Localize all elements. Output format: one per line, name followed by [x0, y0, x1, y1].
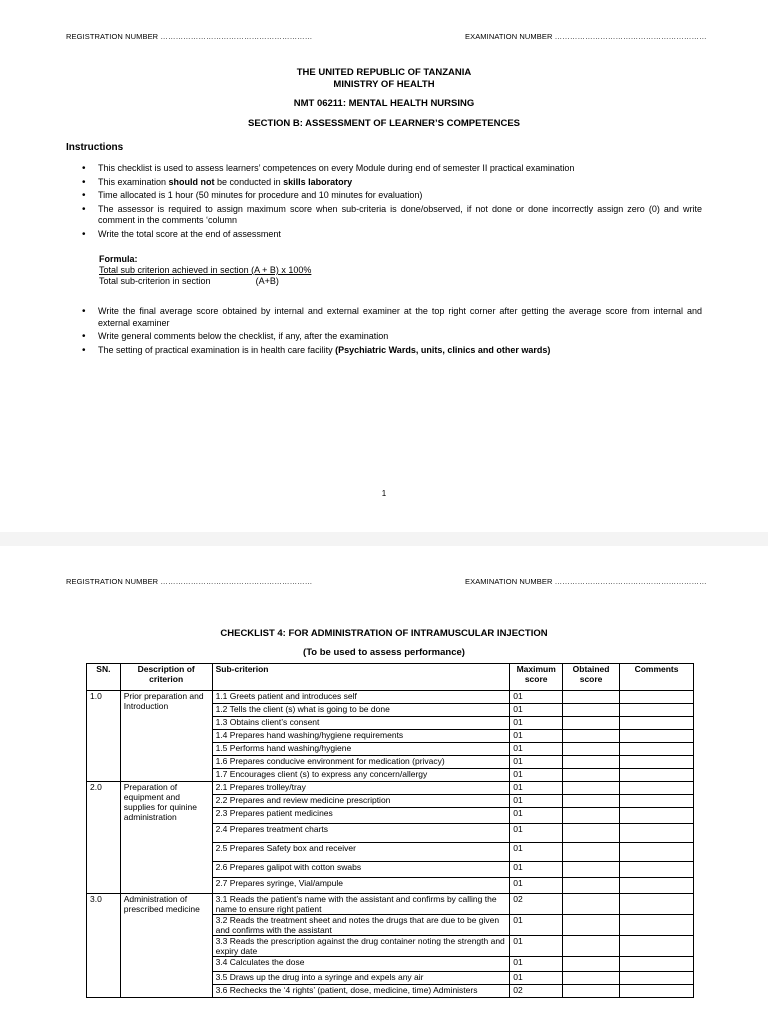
comments-cell[interactable]	[620, 957, 694, 972]
instruction-text: This examination	[98, 176, 169, 187]
checklist-title: CHECKLIST 4: FOR ADMINISTRATION OF INTRAMUSCULAR INJECTION	[220, 628, 548, 639]
instruction-text: Time allocated is 1 hour (50 minutes for procedure and 10 minutes for evaluation)	[98, 190, 423, 200]
section-number: 3.0	[87, 894, 121, 998]
obtained-score-cell[interactable]	[563, 743, 620, 756]
sub-criterion: 3.5 Draws up the drug into a syringe and expels any air	[212, 972, 510, 985]
instruction-item	[82, 345, 702, 357]
section-description: Prior preparation and Introduction	[120, 691, 212, 782]
sub-criterion: 1.1 Greets patient and introduces self	[212, 691, 510, 704]
checklist-table	[86, 663, 694, 998]
sub-criterion: 1.6 Prepares conducive environment for medication (privacy)	[212, 756, 510, 769]
sub-criterion: 3.1 Reads the patient’s name with the assistant and confirms by calling the name to ensure right patient	[212, 894, 510, 915]
instruction-text: should not	[168, 176, 215, 187]
obtained-score-cell[interactable]	[563, 862, 620, 878]
formula-numerator: Total sub criterion achieved in section (A + B) x 100%	[99, 265, 312, 275]
obtained-score-cell[interactable]	[563, 756, 620, 769]
formula-denominator-left: Total sub-criterion in section	[99, 276, 211, 286]
formula-denominator-right: (A+B)	[255, 276, 279, 286]
maximum-score: 01	[510, 795, 563, 808]
obtained-score-cell[interactable]	[563, 824, 620, 843]
maximum-score: 01	[510, 743, 563, 756]
page-number: 1	[381, 489, 387, 498]
sub-criterion: 1.5 Performs hand washing/hygiene	[212, 743, 510, 756]
country-title: THE UNITED REPUBLIC OF TANZANIA	[296, 67, 472, 78]
page-2	[0, 545, 768, 1024]
instruction-text: Write general comments below the checklist, if any, after the examination	[98, 331, 389, 341]
maximum-score: 01	[510, 730, 563, 743]
sub-criterion: 1.7 Encourages client (s) to express any concern/allergy	[212, 769, 510, 782]
maximum-score: 01	[510, 824, 563, 843]
obtained-score-cell[interactable]	[563, 878, 620, 894]
maximum-score: 01	[510, 878, 563, 894]
maximum-score: 01	[510, 756, 563, 769]
sub-criterion: 2.3 Prepares patient medicines	[212, 808, 510, 824]
comments-cell[interactable]	[620, 743, 694, 756]
comments-cell[interactable]	[620, 894, 694, 915]
obtained-score-cell[interactable]	[563, 843, 620, 862]
formula-label: Formula:	[99, 254, 138, 264]
maximum-score: 01	[510, 862, 563, 878]
comments-cell[interactable]	[620, 756, 694, 769]
formula-block	[99, 254, 311, 287]
comments-cell[interactable]	[620, 972, 694, 985]
obtained-score-cell[interactable]	[563, 936, 620, 957]
sub-criterion: 2.4 Prepares treatment charts	[212, 824, 510, 843]
maximum-score: 01	[510, 769, 563, 782]
sub-criterion: 2.1 Prepares trolley/tray	[212, 782, 510, 795]
obtained-score-cell[interactable]	[563, 691, 620, 704]
comments-cell[interactable]	[620, 808, 694, 824]
instruction-text: skills laboratory	[283, 176, 353, 187]
examination-number-label-2: EXAMINATION NUMBER ……………………………………………………	[465, 577, 707, 586]
col-header-sn: SN.	[87, 664, 121, 691]
section-description: Administration of prescribed medicine	[120, 894, 212, 998]
page-separator	[0, 532, 768, 546]
comments-cell[interactable]	[620, 769, 694, 782]
formula-denominator	[99, 276, 311, 287]
maximum-score: 01	[510, 936, 563, 957]
instruction-item	[82, 163, 702, 175]
sub-criterion: 2.5 Prepares Safety box and receiver	[212, 843, 510, 862]
maximum-score: 01	[510, 972, 563, 985]
comments-cell[interactable]	[620, 878, 694, 894]
comments-cell[interactable]	[620, 936, 694, 957]
comments-cell[interactable]	[620, 915, 694, 936]
instruction-item	[82, 331, 702, 343]
registration-number-label: REGISTRATION NUMBER ……………………………………………………	[66, 32, 313, 41]
obtained-score-cell[interactable]	[563, 704, 620, 717]
maximum-score: 02	[510, 985, 563, 998]
obtained-score-cell[interactable]	[563, 972, 620, 985]
instruction-text: Write the final average score obtained by internal and external examiner at the top right corner after getting the average score from internal and external examiner	[98, 306, 702, 328]
sub-criterion: 3.6 Rechecks the ‘4 rights’ (patient, dose, medicine, time) Administers	[212, 985, 510, 998]
obtained-score-cell[interactable]	[563, 957, 620, 972]
col-header-obtained-score: Obtained score	[563, 664, 620, 691]
sub-criterion: 1.4 Prepares hand washing/hygiene requirements	[212, 730, 510, 743]
comments-cell[interactable]	[620, 795, 694, 808]
section-number: 1.0	[87, 691, 121, 782]
col-header-maximum-score: Maximum score	[510, 664, 563, 691]
maximum-score: 01	[510, 808, 563, 824]
obtained-score-cell[interactable]	[563, 769, 620, 782]
obtained-score-cell[interactable]	[563, 894, 620, 915]
obtained-score-cell[interactable]	[563, 915, 620, 936]
col-header-sub-criterion: Sub-criterion	[212, 664, 510, 691]
instruction-text: Write the total score at the end of assessment	[98, 228, 281, 239]
instruction-item	[82, 190, 702, 202]
obtained-score-cell[interactable]	[563, 717, 620, 730]
table-row	[87, 782, 694, 795]
maximum-score: 01	[510, 782, 563, 795]
comments-cell[interactable]	[620, 824, 694, 843]
comments-cell[interactable]	[620, 782, 694, 795]
table-row	[87, 894, 694, 915]
comments-cell[interactable]	[620, 730, 694, 743]
table-header-row	[87, 664, 694, 691]
col-header-comments: Comments	[620, 664, 694, 691]
obtained-score-cell[interactable]	[563, 985, 620, 998]
instruction-text: The setting of practical examination is in health care facility	[98, 344, 336, 355]
comments-cell[interactable]	[620, 691, 694, 704]
comments-cell[interactable]	[620, 717, 694, 730]
instruction-text: This checklist is used to assess learners’ competences on every Module during end of semester II practical examination	[98, 163, 575, 173]
comments-cell[interactable]	[620, 862, 694, 878]
instructions-list-b	[82, 306, 702, 358]
section-description: Preparation of equipment and supplies for quinine administration	[120, 782, 212, 894]
sub-criterion: 1.3 Obtains client’s consent	[212, 717, 510, 730]
sub-criterion: 2.2 Prepares and review medicine prescription	[212, 795, 510, 808]
comments-cell[interactable]	[620, 843, 694, 862]
maximum-score: 01	[510, 915, 563, 936]
maximum-score: 01	[510, 691, 563, 704]
table-row	[87, 691, 694, 704]
instructions-heading: Instructions	[66, 142, 124, 153]
sub-criterion: 3.3 Reads the prescription against the drug container noting the strength and expiry date	[212, 936, 510, 957]
examination-number-label: EXAMINATION NUMBER ……………………………………………………	[465, 32, 707, 41]
instruction-item	[82, 204, 702, 227]
obtained-score-cell[interactable]	[563, 795, 620, 808]
comments-cell[interactable]	[620, 704, 694, 717]
obtained-score-cell[interactable]	[563, 730, 620, 743]
instruction-item	[82, 306, 702, 329]
maximum-score: 01	[510, 717, 563, 730]
instruction-text: (Psychiatric Wards, units, clinics and other wards)	[335, 344, 551, 355]
sub-criterion: 2.6 Prepares galipot with cotton swabs	[212, 862, 510, 878]
maximum-score: 02	[510, 894, 563, 915]
maximum-score: 01	[510, 704, 563, 717]
sub-criterion: 2.7 Prepares syringe, Vial/ampule	[212, 878, 510, 894]
col-header-description: Description of criterion	[120, 664, 212, 691]
maximum-score: 01	[510, 957, 563, 972]
obtained-score-cell[interactable]	[563, 808, 620, 824]
instruction-item	[82, 177, 702, 189]
checklist-subtitle: (To be used to assess performance)	[303, 647, 465, 658]
comments-cell[interactable]	[620, 985, 694, 998]
course-title: NMT 06211: MENTAL HEALTH NURSING	[293, 98, 475, 109]
instruction-text: be conducted in	[214, 176, 284, 187]
section-title: SECTION B: ASSESSMENT OF LEARNER’S COMPETENCES	[247, 118, 520, 129]
maximum-score: 01	[510, 843, 563, 862]
sub-criterion: 1.2 Tells the client (s) what is going to be done	[212, 704, 510, 717]
ministry-title: MINISTRY OF HEALTH	[333, 79, 435, 90]
sub-criterion: 3.4 Calculates the dose	[212, 957, 510, 972]
section-number: 2.0	[87, 782, 121, 894]
registration-number-label-2: REGISTRATION NUMBER ……………………………………………………	[66, 577, 313, 586]
sub-criterion: 3.2 Reads the treatment sheet and notes the drugs that are due to be given and confirms with the assistant	[212, 915, 510, 936]
instruction-item	[82, 229, 702, 241]
instruction-text: The assessor is required to assign maximum score when sub-criteria is done/observed, if not done or done incorrectly assign zero (0) and write comment in the comments ‘column	[98, 203, 702, 225]
instructions-list-a	[82, 163, 702, 242]
obtained-score-cell[interactable]	[563, 782, 620, 795]
